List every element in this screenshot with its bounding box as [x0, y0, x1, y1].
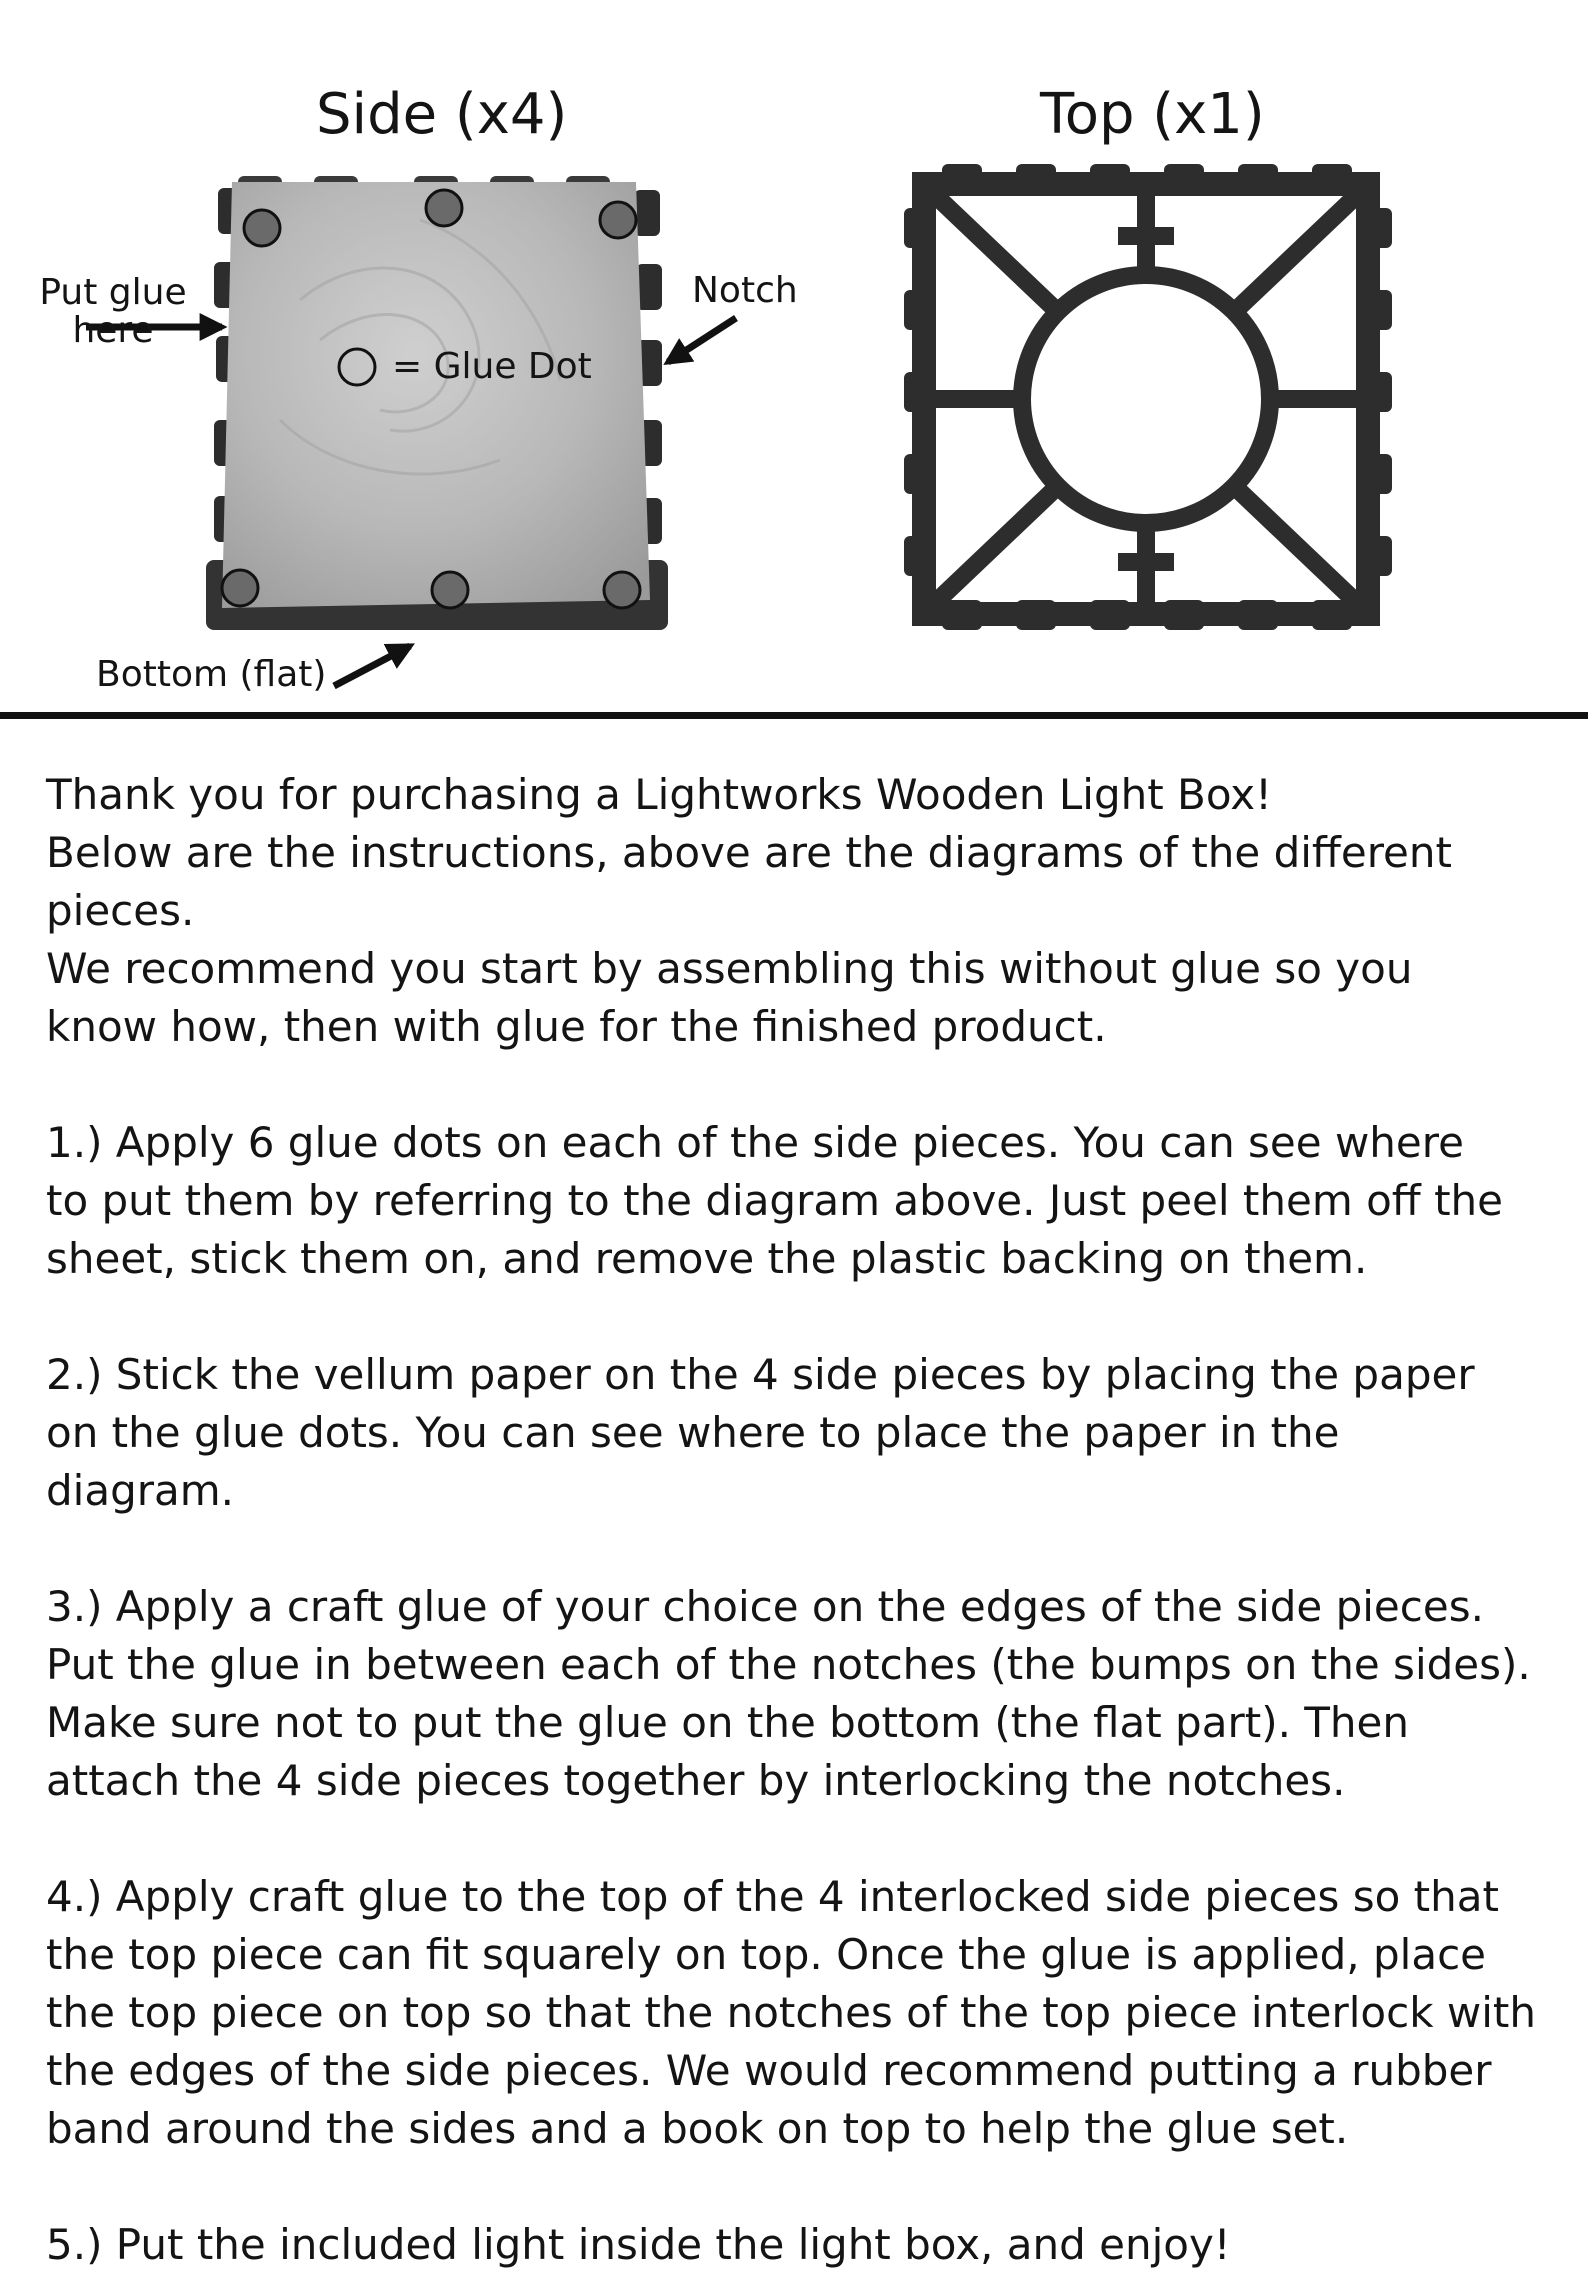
top-heading: Top (x1)	[1040, 82, 1265, 147]
glue-dot-legend: = Glue Dot	[392, 346, 592, 387]
step-1: 1.) Apply 6 glue dots on each of the side pieces. You can see where to put them by referring to the diagram above. Just peel them off the sheet, stick them on, and remove the plastic backing on them.	[46, 1118, 1504, 1283]
intro-line-3: We recommend you start by assembling this without glue so you know how, then with glue for the finished product.	[46, 944, 1413, 1051]
bottom-arrow	[334, 646, 410, 686]
step-2: 2.) Stick the vellum paper on the 4 side pieces by placing the paper on the glue dots. You can see where to place the paper in the diagram.	[46, 1350, 1475, 1515]
step-5: 5.) Put the included light inside the light box, and enjoy!	[46, 2220, 1231, 2269]
intro-line-1: Thank you for purchasing a Lightworks Wooden Light Box!	[46, 770, 1272, 819]
notch-label: Notch	[692, 270, 798, 311]
side-heading: Side (x4)	[316, 82, 568, 147]
put-glue-line-2: here	[72, 310, 154, 351]
divider	[0, 712, 1588, 719]
step-3: 3.) Apply a craft glue of your choice on the edges of the side pieces. Put the glue in between each of the notches (the bumps on the sides). Make sure not to put the glue on the bottom (the flat part). Then attach the 4 side pieces together by interlocking the notches.	[46, 1582, 1531, 1805]
bottom-label: Bottom (flat)	[96, 654, 327, 695]
instructions	[46, 766, 1546, 2274]
intro-line-2: Below are the instructions, above are the diagrams of the different pieces.	[46, 828, 1452, 935]
put-glue-line-1: Put glue	[39, 272, 187, 313]
top-piece-frame	[924, 184, 1368, 614]
step-4: 4.) Apply craft glue to the top of the 4 interlocked side pieces so that the top piece can fit squarely on top. Once the glue is applied, place the top piece on top so that the notches of the top piece interlock with the edges of the side pieces. We would recommend putting a rubber band around the sides and a book on top to help the glue set.	[46, 1872, 1536, 2153]
notch-arrow	[668, 318, 736, 362]
diagrams-figure	[0, 0, 1588, 720]
side-piece	[206, 176, 668, 630]
diagram-area	[0, 0, 1588, 720]
put-glue-label	[38, 274, 188, 350]
